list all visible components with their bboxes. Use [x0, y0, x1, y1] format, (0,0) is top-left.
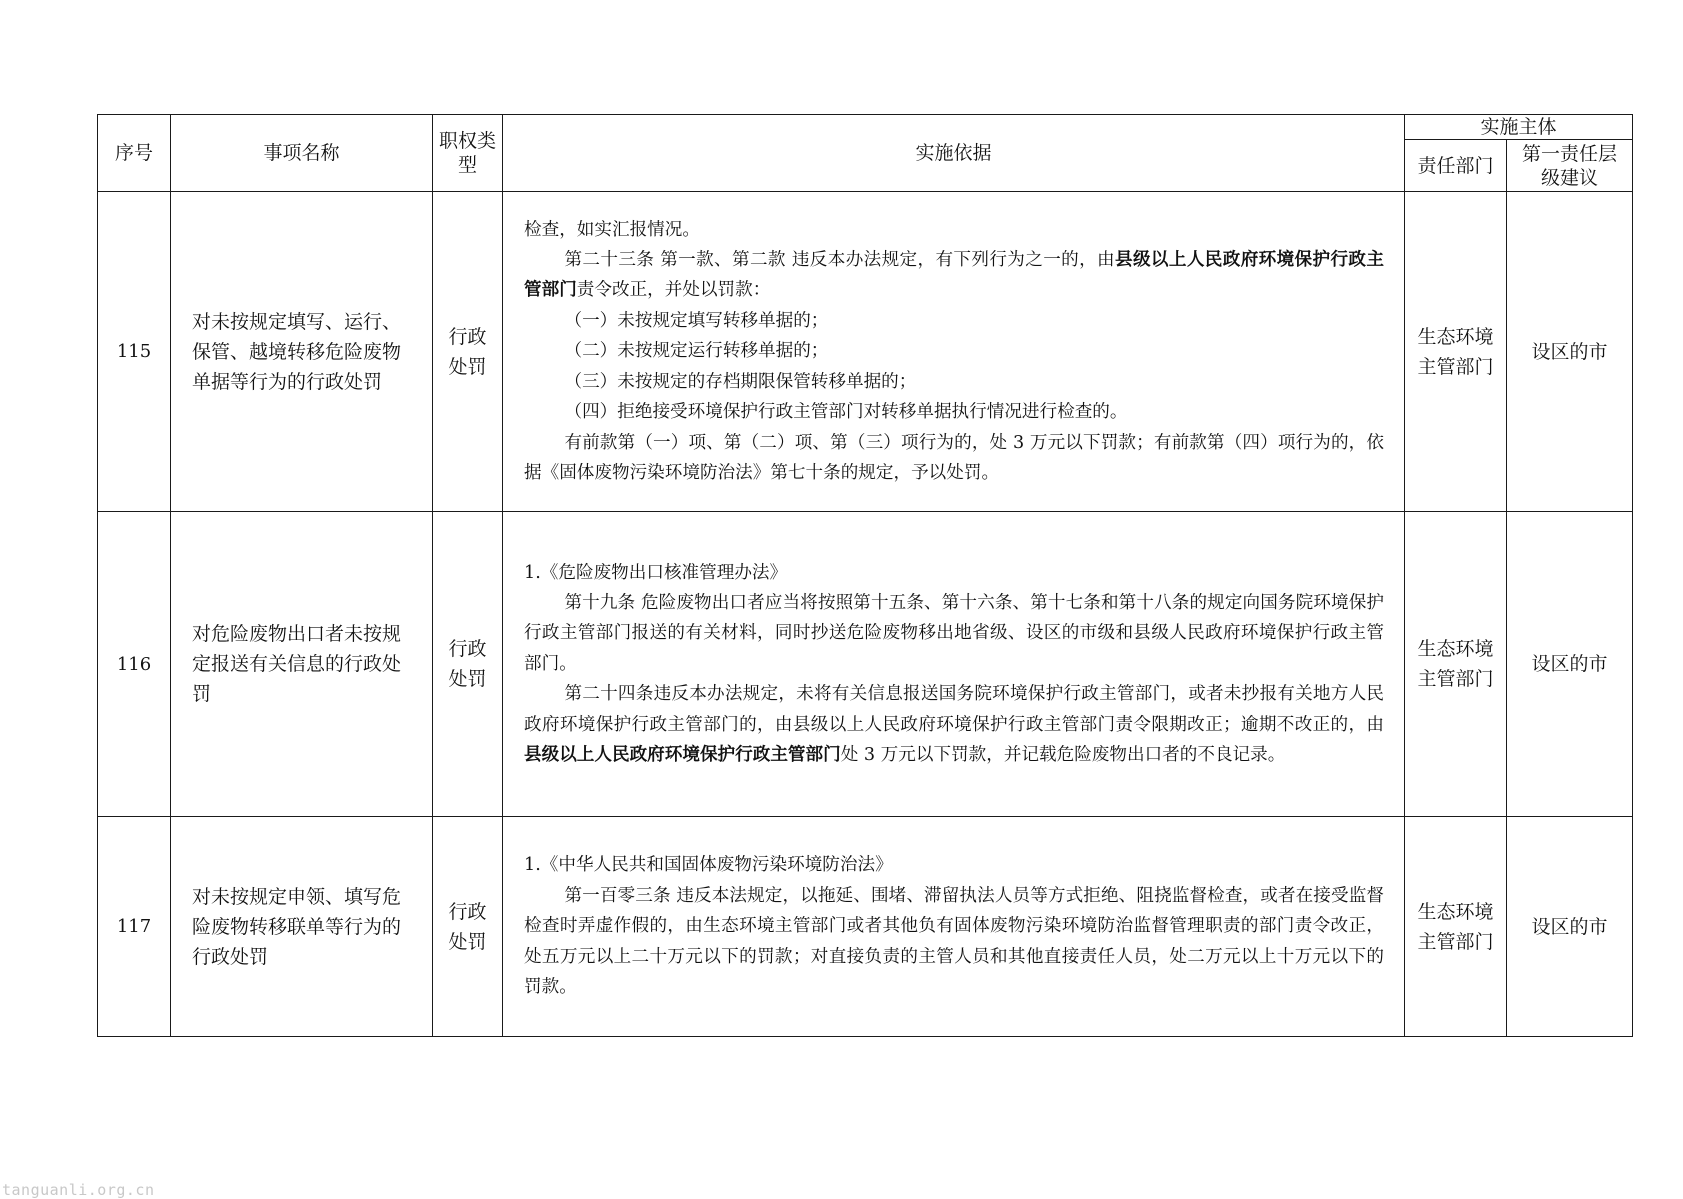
header-row-top — [98, 115, 1633, 140]
row-name: 对未按规定申领、填写危险废物转移联单等行为的行政处罚 — [171, 817, 433, 1037]
basis-text: 责令改正，并处以罚款： — [576, 280, 771, 301]
row-name: 对危险废物出口者未按规定报送有关信息的行政处罚 — [171, 512, 433, 817]
basis-bold-text: 县级以上人民政府环境保护行政主管部门 — [524, 745, 841, 766]
row-type: 行政处罚 — [433, 512, 503, 817]
row-seq: 116 — [98, 512, 171, 817]
row-basis — [503, 192, 1405, 512]
row-level: 设区的市 — [1507, 192, 1633, 512]
basis-text: 第二十三条 第一款、第二款 违反本办法规定，有下列行为之一的，由 — [564, 250, 1116, 271]
row-seq: 115 — [98, 192, 171, 512]
basis-paragraph: 第十九条 危险废物出口者应当将按照第十五条、第十六条、第十七条和第十八条的规定向国务院环境保护行政主管部门报送的有关材料，同时抄送危险废物移出地省级、设区的市级和县级人民政府环境保护行政主管部门。 — [524, 592, 1384, 674]
row-type: 行政处罚 — [433, 192, 503, 512]
table-row — [98, 817, 1633, 1037]
basis-paragraph: 第一百零三条 违反本法规定，以拖延、围堵、滞留执法人员等方式拒绝、阻挠监督检查，或者在接受监督检查时弄虚作假的，由生态环境主管部门或者其他负有固体废物污染环境防治监督管理职责的部门责令改正，处五万元以上二十万元以下的罚款；对直接负责的主管人员和其他直接责任人员，处二万元以上十万元以下的罚款。 — [524, 885, 1384, 998]
basis-paragraph: （二）未按规定运行转移单据的； — [564, 341, 829, 362]
row-dept: 生态环境主管部门 — [1405, 817, 1507, 1037]
row-level: 设区的市 — [1507, 817, 1633, 1037]
header-basis: 实施依据 — [503, 115, 1405, 192]
basis-paragraph: （三）未按规定的存档期限保管转移单据的； — [564, 371, 917, 392]
basis-text: 处 3 万元以下罚款，并记载危险废物出口者的不良记录。 — [840, 745, 1286, 766]
header-name: 事项名称 — [171, 115, 433, 192]
basis-paragraph — [524, 679, 1384, 770]
table-row — [98, 512, 1633, 817]
basis-paragraph: （四）拒绝接受环境保护行政主管部门对转移单据执行情况进行检查的。 — [564, 402, 1128, 423]
basis-paragraph: 1.《危险废物出口核准管理办法》 — [524, 562, 788, 583]
row-level: 设区的市 — [1507, 512, 1633, 817]
table-row — [98, 192, 1633, 512]
site-watermark: tanguanli.org.cn — [2, 1181, 155, 1199]
enforcement-table — [97, 114, 1633, 1037]
row-basis — [503, 817, 1405, 1037]
row-seq: 117 — [98, 817, 171, 1037]
header-type: 职权类型 — [433, 115, 503, 192]
header-seq: 序号 — [98, 115, 171, 192]
row-dept: 生态环境主管部门 — [1405, 192, 1507, 512]
basis-paragraph: （一）未按规定填写转移单据的； — [564, 310, 829, 331]
basis-bold-text: 县级以上人民政府环境保护行政主管部门 — [524, 250, 1384, 301]
basis-paragraph: 1.《中华人民共和国固体废物污染环境防治法》 — [524, 855, 893, 876]
header-dept: 责任部门 — [1405, 140, 1507, 192]
basis-text: 第二十四条违反本办法规定，未将有关信息报送国务院环境保护行政主管部门，或者未抄报有关地方人民政府环境保护行政主管部门的，由县级以上人民政府环境保护行政主管部门责令限期改正；逾期不改正的，由 — [524, 684, 1384, 735]
row-type: 行政处罚 — [433, 817, 503, 1037]
header-subject: 实施主体 — [1405, 115, 1633, 140]
basis-paragraph: 检查，如实汇报情况。 — [524, 219, 700, 240]
row-name: 对未按规定填写、运行、保管、越境转移危险废物单据等行为的行政处罚 — [171, 192, 433, 512]
header-level: 第一责任层级建议 — [1507, 140, 1633, 192]
basis-paragraph — [524, 245, 1384, 306]
row-dept: 生态环境主管部门 — [1405, 512, 1507, 817]
row-basis — [503, 512, 1405, 817]
basis-paragraph: 有前款第（一）项、第（二）项、第（三）项行为的，处 3 万元以下罚款；有前款第（四）项行为的，依据《固体废物污染环境防治法》第七十条的规定，予以处罚。 — [524, 432, 1384, 483]
